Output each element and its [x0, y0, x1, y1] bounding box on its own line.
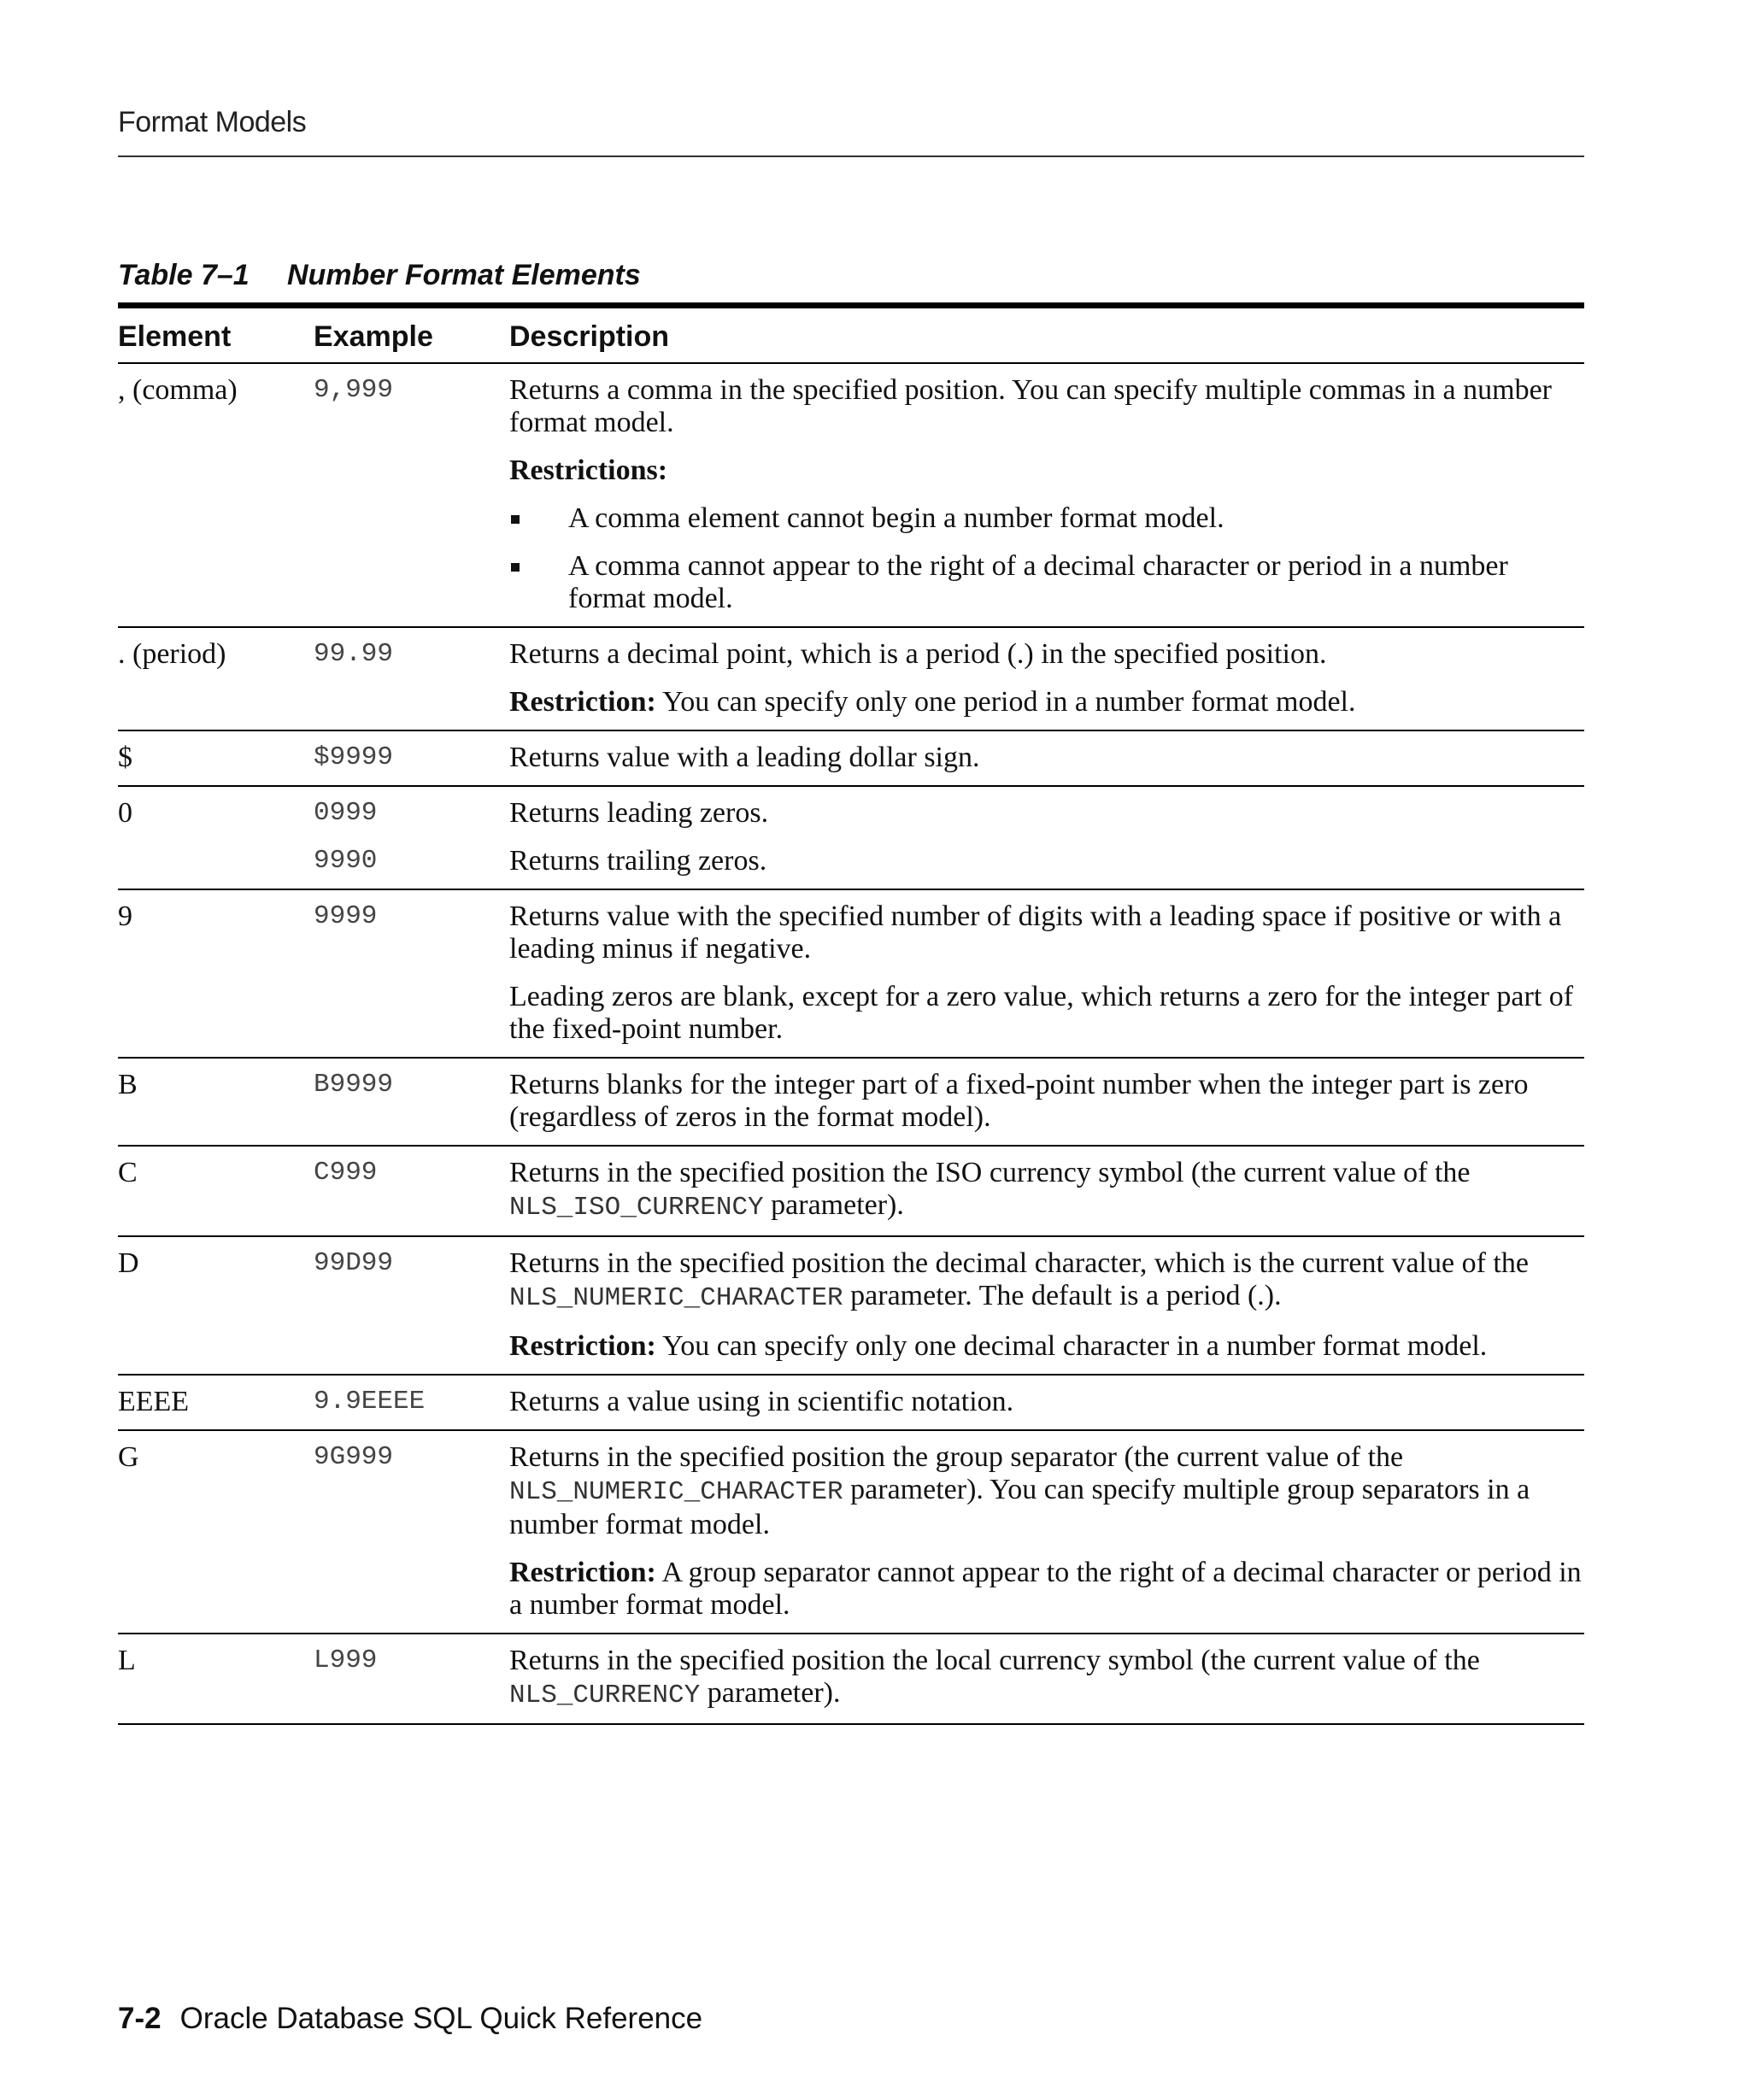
table-row [118, 1236, 1584, 1375]
description-text: Returns a decimal point, which is a period (.) in the specified position. [509, 638, 1327, 670]
description-cell [509, 1058, 1584, 1146]
element-cell: 9 [118, 900, 132, 932]
book-title: Oracle Database SQL Quick Reference [179, 2002, 703, 2035]
description-text [509, 686, 1584, 719]
parameter-code: NLS_NUMERIC_CHARACTER [509, 1283, 843, 1313]
example-value: $9999 [314, 742, 394, 772]
description-cell [509, 627, 1584, 730]
list-item [509, 502, 1584, 535]
example-cell [314, 786, 509, 889]
description-cell [509, 730, 1584, 786]
description-cell [509, 1634, 1584, 1724]
element-cell: EEEE [118, 1386, 190, 1417]
restriction-list [509, 502, 1584, 615]
table-row [118, 1430, 1584, 1634]
table-header-row [118, 306, 1584, 364]
example-cell [314, 1058, 509, 1146]
element-cell: B [118, 1069, 138, 1100]
table-row [118, 730, 1584, 786]
square-bullet-icon [511, 563, 520, 572]
description-text: Returns value with a leading dollar sign. [509, 742, 980, 773]
description-text: Leading zeros are blank, except for a zero value, which returns a zero for the integer part of the fixed-point number. [509, 981, 1574, 1045]
description-text: Returns leading zeros. [509, 797, 769, 829]
element-cell: G [118, 1441, 139, 1473]
list-item-text: A comma element cannot begin a number format model. [568, 502, 1224, 534]
description-text: Returns value with the specified number of digits with a leading space if positive or with a leading minus if negative. [509, 900, 1562, 965]
example-cell [314, 627, 509, 730]
description-text [509, 1557, 1584, 1622]
description-cell [509, 1430, 1584, 1634]
description-text: Returns blanks for the integer part of a fixed-point number when the integer part is zero (regardless of zeros in the format model). [509, 1069, 1529, 1133]
table-caption [118, 259, 641, 292]
table-row [118, 889, 1584, 1058]
description-text-part: parameter). You can specify multiple group separators in a number format model. [509, 1474, 1530, 1540]
element-cell: D [118, 1247, 139, 1279]
parameter-code: NLS_NUMERIC_CHARACTER [509, 1477, 843, 1507]
restriction-label: Restriction: [509, 1330, 656, 1362]
description-text-part: parameter). [763, 1189, 904, 1221]
table-row [118, 786, 1584, 889]
page-number: 7-2 [118, 2002, 161, 2035]
restriction-label: Restriction: [509, 686, 656, 718]
element-cell: . (period) [118, 638, 226, 670]
description-text-part: parameter). [700, 1677, 841, 1709]
description-text: Returns a comma in the specified position. You can specify multiple commas in a number format model. [509, 374, 1552, 438]
description-text: Returns trailing zeros. [509, 845, 767, 877]
table-row [118, 1058, 1584, 1146]
description-text-part: Returns in the specified position the ISO currency symbol (the current value of the [509, 1157, 1471, 1188]
description-text-part: Returns in the specified position the group separator (the current value of the [509, 1441, 1404, 1473]
element-cell: L [118, 1645, 136, 1676]
example-value: 99.99 [314, 639, 394, 669]
description-text [509, 455, 1584, 487]
table-row [118, 1375, 1584, 1430]
example-value: 99D99 [314, 1248, 394, 1278]
description-cell [509, 1236, 1584, 1375]
description-text-part: Returns in the specified position the decimal character, which is the current value of the [509, 1247, 1529, 1279]
running-head: Format Models [118, 106, 307, 138]
example-cell [314, 363, 509, 627]
restriction-text: You can specify only one period in a number format model. [655, 686, 1356, 718]
description-cell [509, 786, 1584, 889]
description-text [509, 1157, 1584, 1224]
column-header-element: Element [118, 320, 232, 353]
example-cell [314, 730, 509, 786]
table-caption-title: Number Format Elements [287, 259, 641, 291]
page-footer [118, 2002, 702, 2036]
example-cell [314, 1375, 509, 1430]
example-value: C999 [314, 1158, 378, 1188]
description-cell [509, 1146, 1584, 1236]
description-text-part: Returns in the specified position the local currency symbol (the current value of the [509, 1645, 1480, 1676]
description-text [509, 1645, 1584, 1712]
restriction-label: Restriction: [509, 1557, 656, 1588]
column-header-description: Description [509, 320, 670, 353]
table-row [118, 363, 1584, 627]
description-cell [509, 363, 1584, 627]
header-rule [118, 155, 1584, 157]
description-text [509, 1330, 1584, 1363]
list-item-text: A comma cannot appear to the right of a decimal character or period in a number format model. [568, 550, 1508, 614]
list-item [509, 550, 1584, 615]
example-value: B9999 [314, 1070, 394, 1100]
table-caption-label: Table 7–1 [118, 259, 250, 291]
example-value: 9999 [314, 901, 378, 931]
table-row [118, 627, 1584, 730]
element-cell: $ [118, 742, 132, 773]
example-value: 9G999 [314, 1442, 394, 1472]
restriction-label: Restrictions: [509, 455, 668, 486]
example-value: 9990 [314, 846, 378, 876]
element-cell: C [118, 1157, 138, 1188]
description-text [509, 1247, 1584, 1315]
table-row [118, 1634, 1584, 1724]
number-format-table [118, 302, 1584, 1725]
example-cell [314, 1146, 509, 1236]
description-cell [509, 889, 1584, 1058]
example-value: L999 [314, 1645, 378, 1675]
example-cell [314, 1236, 509, 1375]
description-text-part: parameter. The default is a period (.). [843, 1280, 1282, 1311]
example-cell [314, 889, 509, 1058]
example-cell [314, 1634, 509, 1724]
example-cell [314, 1430, 509, 1634]
table-row [118, 1146, 1584, 1236]
example-value: 9.9EEEE [314, 1387, 426, 1417]
description-text [509, 1441, 1584, 1541]
parameter-code: NLS_CURRENCY [509, 1681, 701, 1710]
restriction-text: You can specify only one decimal character in a number format model. [655, 1330, 1488, 1362]
example-value: 9,999 [314, 375, 394, 405]
square-bullet-icon [511, 515, 520, 524]
description-text: Returns a value using in scientific notation. [509, 1386, 1014, 1417]
element-cell: , (comma) [118, 374, 238, 406]
parameter-code: NLS_ISO_CURRENCY [509, 1193, 764, 1223]
element-cell: 0 [118, 797, 132, 829]
restriction-text: A group separator cannot appear to the right of a decimal character or period in a number format model. [509, 1557, 1582, 1621]
description-cell [509, 1375, 1584, 1430]
example-value: 0999 [314, 798, 378, 828]
column-header-example: Example [314, 320, 433, 353]
